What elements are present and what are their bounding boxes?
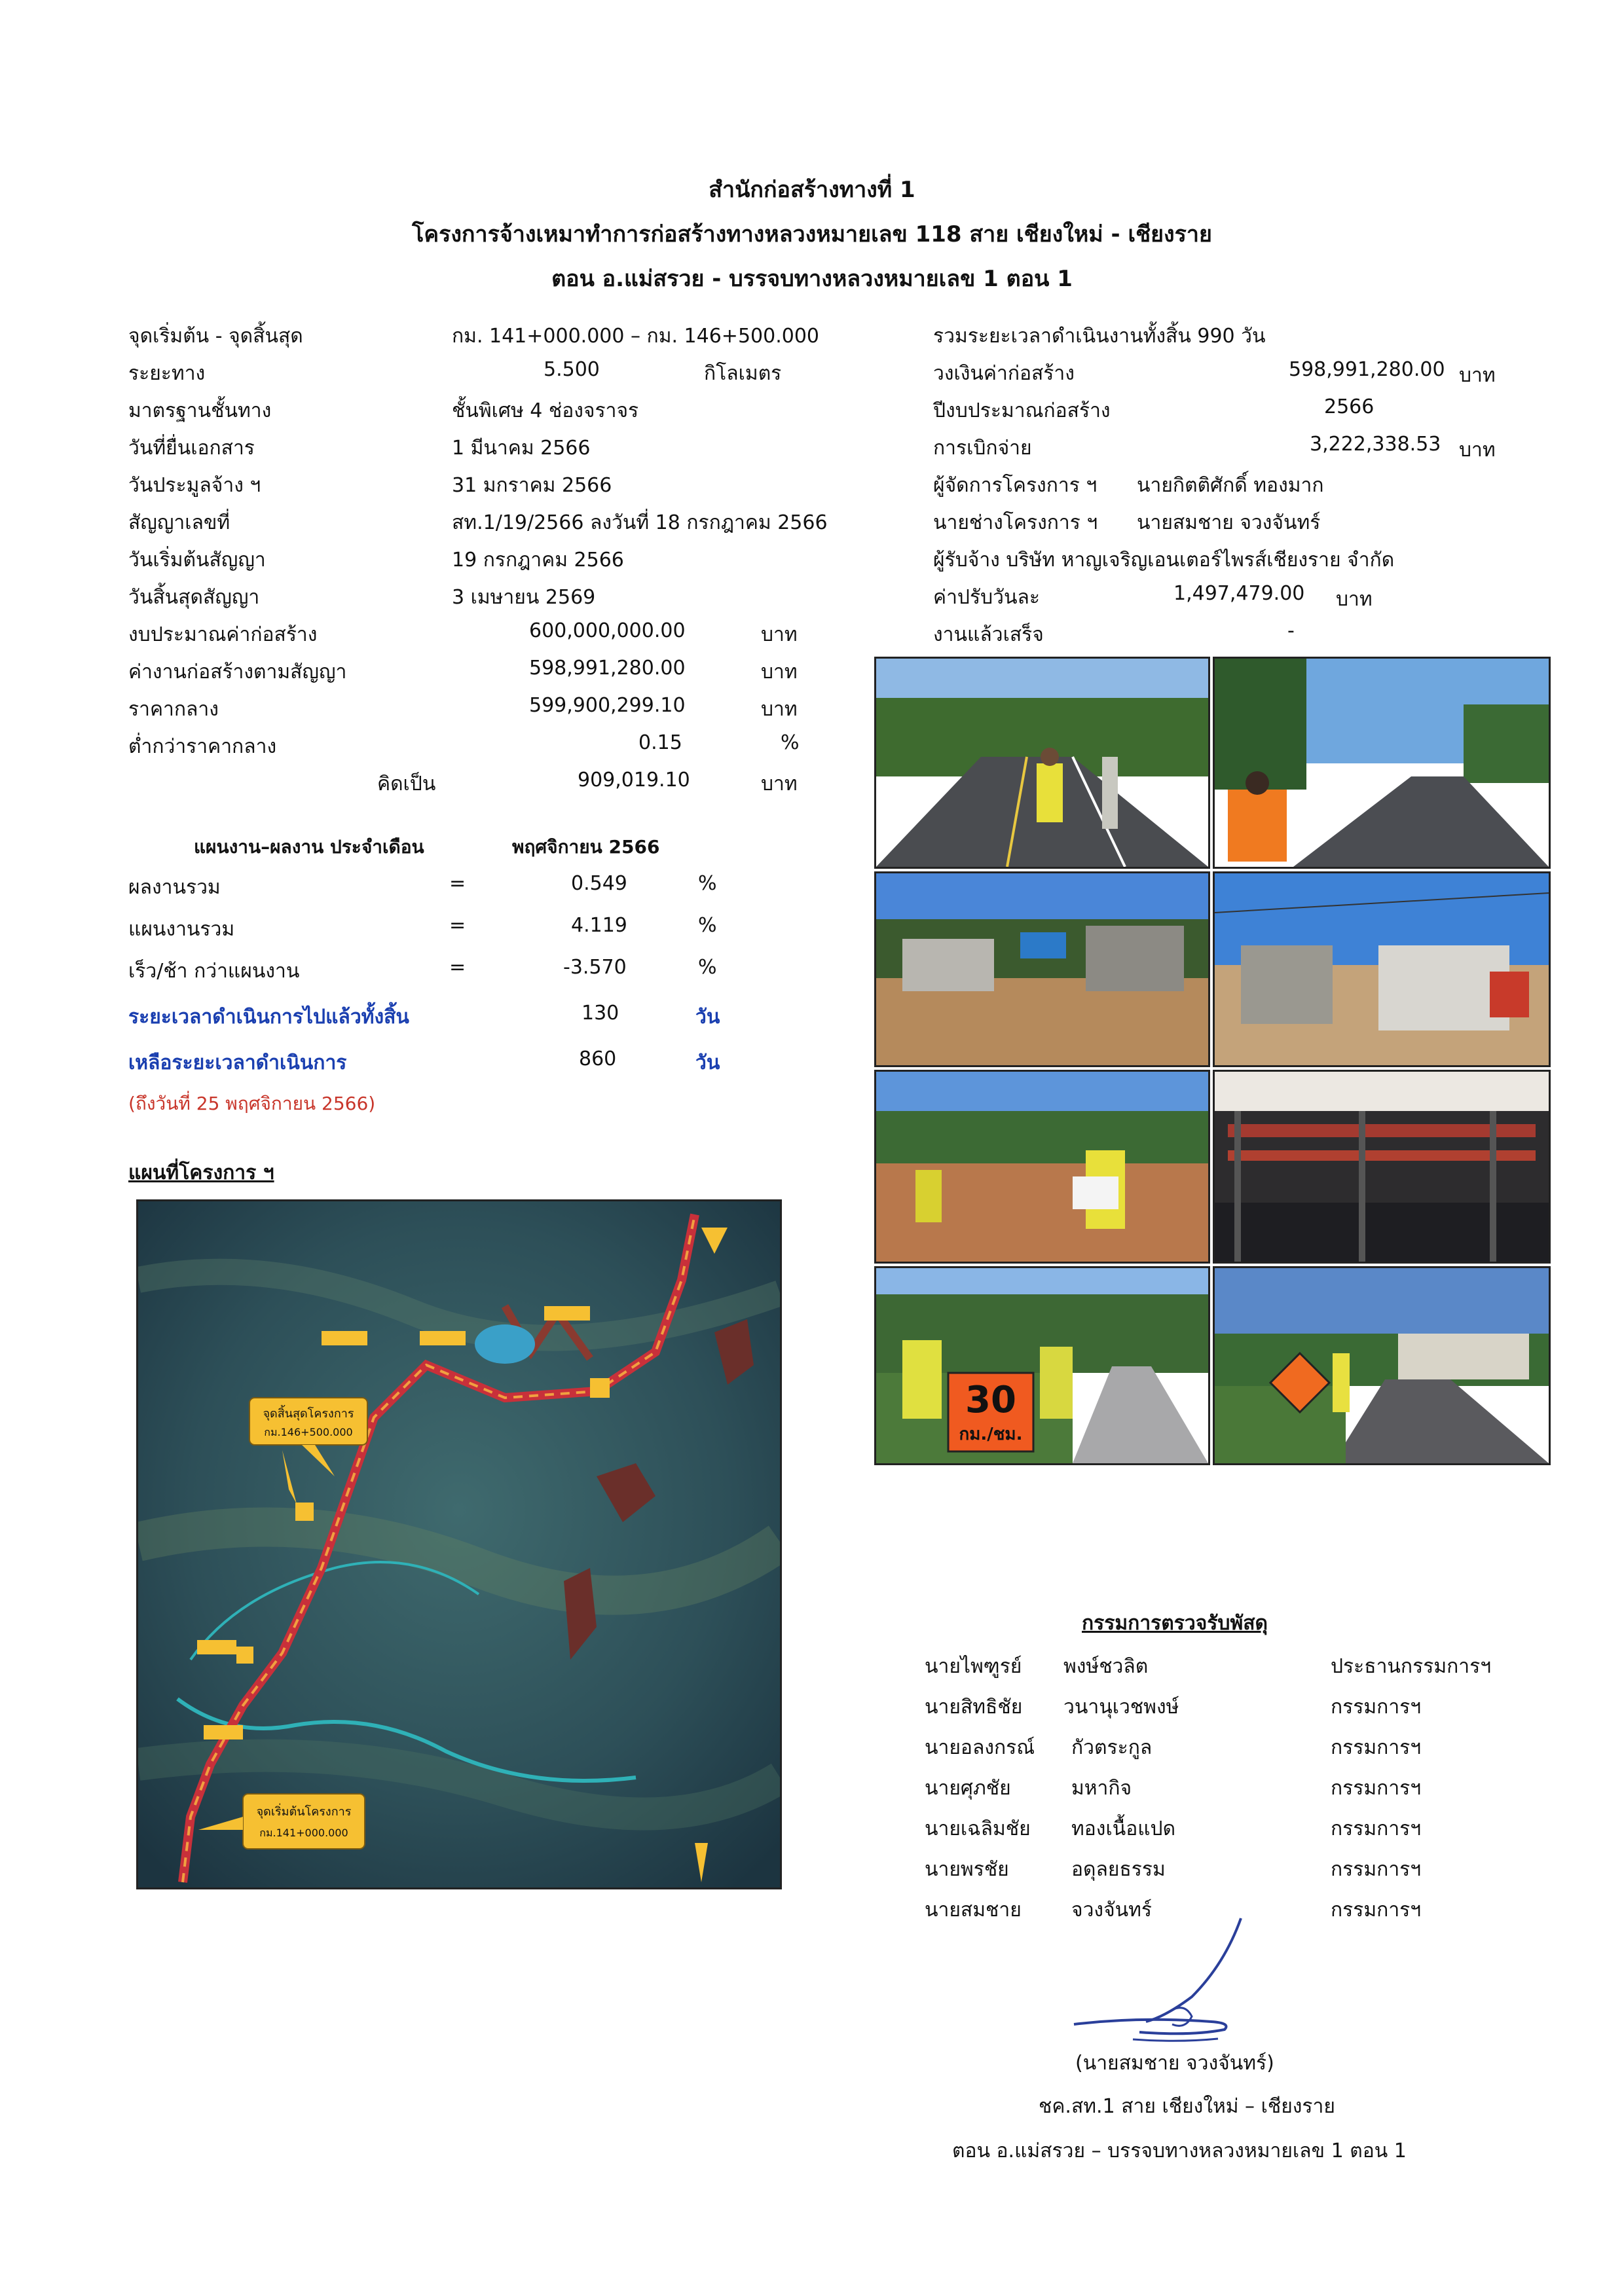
signer-position: ชค.สท.1 สาย เชียงใหม่ – เชียงราย: [1039, 2095, 1335, 2118]
member-last-2: วนานุเวชพงษ์: [1063, 1696, 1179, 1719]
elapsed-unit: วัน: [695, 1006, 720, 1029]
unit-budget: บาท: [761, 623, 798, 646]
signer-name: (นายสมชาย จวงจันทร์): [1075, 2052, 1274, 2075]
map-start-km: กม.141+000.000: [259, 1827, 348, 1839]
office-title: สำนักก่อสร้างทางที่ 1: [709, 177, 915, 203]
photo-road-survey: [874, 657, 1210, 869]
map-title: แผนที่โครงการ ฯ: [128, 1161, 274, 1184]
label-project-engineer: นายช่างโครงการ ฯ: [933, 511, 1098, 534]
progress-plan-value: 4.119: [571, 914, 627, 937]
progress-actual-value: 0.549: [571, 872, 627, 895]
member-first-5: นายเฉลิมชัย: [925, 1817, 1031, 1840]
label-below-median: ต่ำกว่าราคากลาง: [128, 735, 277, 758]
label-contract-end: วันสิ้นสุดสัญญา: [128, 586, 260, 609]
label-project-manager: ผู้จัดการโครงการ ฯ: [933, 474, 1098, 497]
sign-speed-unit: กม./ชม.: [959, 1425, 1023, 1444]
photo-work-zone-sign: [1213, 1266, 1551, 1465]
project-section: ตอน อ.แม่สรวย - บรรจบทางหลวงหมายเลข 1 ตอน 1: [551, 266, 1073, 292]
value-completed: -: [1287, 619, 1295, 642]
member-first-7: นายสมชาย: [925, 1899, 1022, 1922]
map-graphic: [138, 1201, 780, 1887]
value-contract-no: สท.1/19/2566 ลงวันที่ 18 กรกฎาคม 2566: [452, 511, 828, 534]
progress-actual-eq: =: [449, 872, 466, 895]
photo-road-worker: [1213, 657, 1551, 869]
progress-plan-unit: %: [698, 914, 717, 937]
label-auction-date: วันประมูลจ้าง ฯ: [128, 474, 261, 497]
value-project-manager: นายกิตติศักดิ์ ทองมาก: [1137, 474, 1324, 497]
label-contract-start: วันเริ่มต้นสัญญา: [128, 549, 266, 572]
member-last-4: มหากิจ: [1071, 1777, 1132, 1800]
progress-actual-unit: %: [698, 872, 717, 895]
member-role-3: กรรมการฯ: [1331, 1736, 1422, 1759]
member-last-6: อดุลยธรรม: [1071, 1858, 1166, 1881]
label-fiscal-year: ปีงบประมาณก่อสร้าง: [933, 399, 1111, 422]
value-standard: ชั้นพิเศษ 4 ช่องจราจร: [452, 399, 639, 422]
label-daily-penalty: ค่าปรับวันละ: [933, 586, 1040, 609]
handwritten-signature: [1061, 1912, 1257, 2049]
member-last-7: จวงจันทร์: [1071, 1899, 1153, 1922]
unit-contract-cost: บาท: [761, 661, 798, 683]
label-median-price: ราคากลาง: [128, 698, 219, 721]
label-completed: งานแล้วเสร็จ: [933, 623, 1044, 646]
member-last-5: ทองเนื้อแปด: [1071, 1817, 1176, 1840]
member-first-3: นายอลงกรณ์: [925, 1736, 1035, 1759]
value-median-price: 599,900,299.10: [529, 694, 686, 717]
label-total-duration: รวมระยะเวลาดำเนินงานทั้งสิ้น 990 วัน: [933, 325, 1266, 348]
label-disbursement: การเบิกจ่าย: [933, 437, 1032, 460]
member-role-4: กรรมการฯ: [1331, 1777, 1422, 1800]
label-start-end: จุดเริ่มต้น - จุดสิ้นสุด: [128, 325, 303, 348]
unit-below-median: %: [781, 731, 800, 754]
label-submit-date: วันที่ยื่นเอกสาร: [128, 437, 255, 460]
elapsed-value: 130: [581, 1002, 619, 1025]
label-construction-budget: วงเงินค่าก่อสร้าง: [933, 362, 1075, 385]
progress-title: แผนงาน–ผลงาน ประจำเดือน: [194, 836, 424, 858]
member-role-5: กรรมการฯ: [1331, 1817, 1422, 1840]
member-role-1: ประธานกรรมการฯ: [1331, 1655, 1492, 1678]
label-contractor: ผู้รับจ้าง บริษัท หาญเจริญเอนเตอร์ไพรส์เชียงราย จำกัด: [933, 549, 1395, 572]
photo-concrete-truck: [874, 871, 1210, 1067]
value-construction-budget: 598,991,280.00: [1289, 358, 1445, 381]
value-fiscal-year: 2566: [1324, 395, 1375, 418]
progress-diff-eq: =: [449, 956, 466, 979]
unit-construction-budget: บาท: [1459, 364, 1496, 387]
member-last-3: กัวตระกูล: [1071, 1736, 1153, 1759]
member-first-2: นายสิทธิชัย: [925, 1696, 1023, 1719]
photo-dump-truck: [1213, 871, 1551, 1067]
member-role-7: กรรมการฯ: [1331, 1899, 1422, 1922]
as-of-date: (ถึงวันที่ 25 พฤศจิกายน 2566): [128, 1093, 376, 1114]
elapsed-label: ระยะเวลาดำเนินการไปแล้วทั้งสิ้น: [128, 1006, 409, 1029]
member-role-6: กรรมการฯ: [1331, 1858, 1422, 1881]
value-contract-end: 3 เมษายน 2569: [452, 586, 596, 609]
sign-speed-number: 30: [965, 1379, 1016, 1421]
unit-median-price: บาท: [761, 698, 798, 721]
member-first-6: นายพรชัย: [925, 1858, 1009, 1881]
value-start-end: กม. 141+000.000 – กม. 146+500.000: [452, 325, 820, 348]
progress-diff-label: เร็ว/ช้า กว่าแผนงาน: [128, 960, 300, 983]
map-end-km: กม.146+500.000: [264, 1426, 353, 1438]
photo-inspection: [874, 1070, 1210, 1264]
unit-daily-penalty: บาท: [1336, 588, 1373, 611]
value-project-engineer: นายสมชาย จวงจันทร์: [1137, 511, 1321, 534]
progress-actual-label: ผลงานรวม: [128, 876, 221, 899]
unit-distance: กิโลเมตร: [704, 362, 782, 385]
label-equivalent: คิดเป็น: [377, 773, 436, 795]
label-contract-no: สัญญาเลขที่: [128, 511, 231, 534]
value-disbursement: 3,222,338.53: [1310, 433, 1441, 456]
value-distance: 5.500: [544, 358, 600, 381]
progress-plan-label: แผนงานรวม: [128, 918, 235, 941]
value-budget: 600,000,000.00: [529, 619, 686, 642]
value-contract-cost: 598,991,280.00: [529, 657, 686, 680]
progress-plan-eq: =: [449, 914, 466, 937]
value-equivalent: 909,019.10: [578, 769, 690, 792]
member-role-2: กรรมการฯ: [1331, 1696, 1422, 1719]
photo-speed-sign: [874, 1266, 1210, 1465]
remaining-value: 860: [579, 1048, 617, 1070]
member-first-1: นายไพฑูรย์: [925, 1655, 1022, 1678]
member-first-4: นายศุภชัย: [925, 1777, 1011, 1800]
value-auction-date: 31 มกราคม 2566: [452, 474, 612, 497]
label-contract-cost: ค่างานก่อสร้างตามสัญญา: [128, 661, 347, 683]
unit-equivalent: บาท: [761, 773, 798, 795]
remaining-unit: วัน: [695, 1051, 720, 1074]
remaining-label: เหลือระยะเวลาดำเนินการ: [128, 1051, 347, 1074]
value-contract-start: 19 กรกฎาคม 2566: [452, 549, 624, 572]
progress-month: พฤศจิกายน 2566: [512, 836, 660, 858]
progress-diff-value: -3.570: [563, 956, 627, 979]
member-last-1: พงษ์ชวลิต: [1063, 1655, 1149, 1678]
label-budget: งบประมาณค่าก่อสร้าง: [128, 623, 318, 646]
label-standard: มาตรฐานชั้นทาง: [128, 399, 272, 422]
value-daily-penalty: 1,497,479.00: [1173, 582, 1305, 605]
progress-diff-unit: %: [698, 956, 717, 979]
project-map: [136, 1199, 782, 1889]
map-end-label: จุดสิ้นสุดโครงการ: [263, 1407, 354, 1421]
value-submit-date: 1 มีนาคม 2566: [452, 437, 591, 460]
map-start-label: จุดเริ่มต้นโครงการ: [256, 1805, 352, 1819]
value-below-median: 0.15: [638, 731, 682, 754]
label-distance: ระยะทาง: [128, 362, 206, 385]
signer-section: ตอน อ.แม่สรวย – บรรจบทางหลวงหมายเลข 1 ตอน 1: [952, 2140, 1407, 2162]
unit-disbursement: บาท: [1459, 439, 1496, 462]
project-title: โครงการจ้างเหมาทำการก่อสร้างทางหลวงหมายเลข 118 สาย เชียงใหม่ - เชียงราย: [412, 221, 1212, 247]
committee-title: กรรมการตรวจรับพัสดุ: [1082, 1612, 1268, 1635]
photo-steel-formwork: [1213, 1070, 1551, 1264]
